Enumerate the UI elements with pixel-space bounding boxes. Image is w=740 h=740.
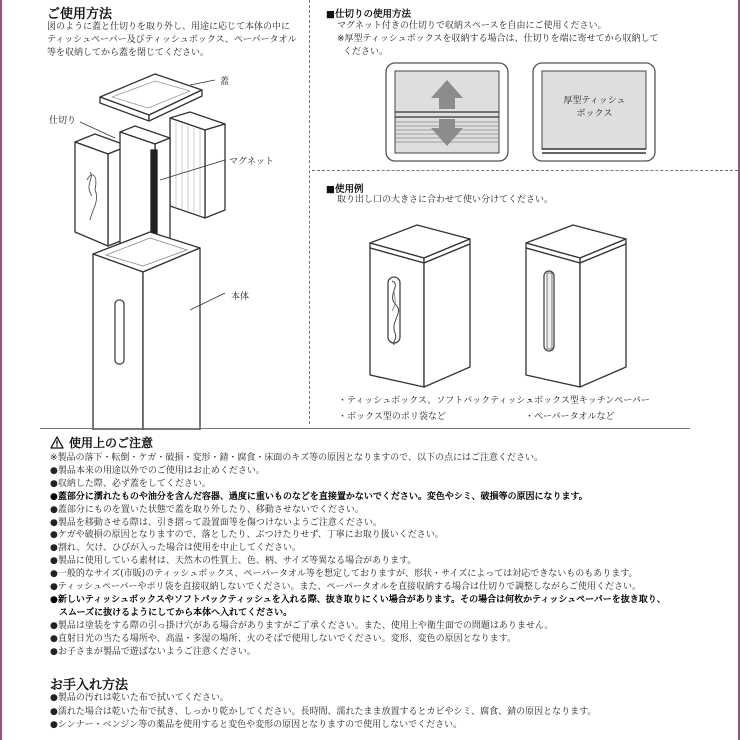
- divider-usage-title: ■仕切りの使用方法: [326, 9, 411, 20]
- how-to-use-line: ティッシュペーパー及びティッシュボックス、ペーパータオル: [47, 35, 297, 45]
- body-illustration: [93, 232, 200, 430]
- care-title: お手入れ方法: [50, 678, 129, 693]
- cautions-top-divider: [40, 428, 690, 429]
- caution-line: スムーズに抜けるようにしてから本体へ入れてください。: [50, 607, 293, 618]
- caution-line: ●新しいティッシュボックスやソフトパックティッシュを入れる際、抜き取りにくい場合があります。その場合は何枚かティッシュペーパーを抜き取り、: [50, 594, 666, 605]
- care-list: [50, 692, 596, 733]
- vertical-divider: [309, 0, 310, 424]
- usage-example-item: ・ボックス型キッチンペーパー: [525, 396, 650, 406]
- body-label: 本体: [231, 292, 250, 302]
- caution-line: ●蓋部分にものを置いた状態で蓋を取り外したり、移動させないでください。: [50, 504, 364, 515]
- usage-example-item: ・ティッシュボックス、ソフトパックティッシュ: [338, 396, 535, 406]
- divider-usage-line: ※厚型ティッシュボックスを収納する場合は、仕切りを端に寄せてから収納して: [337, 34, 659, 44]
- caution-line: ※製品の落下・転倒・ケガ・破損・変形・錆・腐食・床面のキズ等の原因となりますので、以下の点にはご注意ください。: [50, 453, 544, 463]
- caution-line: ●ケガや破損の原因となりますので、落としたり、ぶつけたりせず、丁寧にお取り扱いください。: [50, 530, 444, 541]
- cautions-list: [50, 452, 666, 659]
- care-line: ●濡れた場合は乾いた布で拭き、しっかり乾かしてください。長時間、濡れたまま放置するとカビやシミ、腐食、錆の原因となります。: [50, 706, 597, 717]
- warning-icon: [50, 436, 64, 449]
- how-to-use-title: ご使用方法: [47, 7, 113, 22]
- thick-box-label: [532, 95, 657, 121]
- caution-line: ●製品は塗装をする際の引っ掛け穴がある場合がありますがご了承ください。また、使用上や衛生面での問題はありません。: [50, 620, 554, 631]
- caution-line: ●製品を移動させる際は、引き摺って設置面等を傷つけないようご注意ください。: [50, 517, 382, 528]
- cautions-header: [50, 434, 153, 451]
- usage-example-item: ・ペーパータオルなど: [525, 412, 615, 422]
- caution-line: ●蓋部分に濡れたものや油分を含んだ容器、過度に重いものなどを直接置かないでください。変色やシミ、破損等の原因になります。: [50, 491, 588, 502]
- canister-tissue-illustration: [362, 215, 477, 390]
- product-exploded-illustration: [40, 60, 310, 430]
- divider-label: 仕切り: [49, 116, 77, 126]
- caution-line: ●収納した際、必ず蓋をしてください。: [50, 478, 211, 489]
- left-frame-line: [0, 0, 2, 740]
- divider-usage-text: [337, 20, 659, 59]
- usage-example-subtitle: 取り出し口の大きさに合わせて使い分けてください。: [337, 195, 554, 205]
- caution-line: ●一般的なサイズ(市販)のティッシュボックス、ペーパータオル等を想定しておりますが、形状・サイズによっては対応できないものもあります。: [50, 569, 638, 580]
- upper-right-divider: [312, 170, 738, 171]
- usage-example-item: ・ボックス型のポリ袋など: [338, 412, 446, 422]
- lid-label: 蓋: [220, 77, 230, 87]
- caution-line: ●製品本来の用途以外でのご使用はお止めください。: [50, 465, 265, 476]
- canister-kitchen-paper-illustration: [518, 215, 633, 390]
- how-to-use-text: [47, 21, 296, 60]
- usage-example-right-list: [525, 395, 650, 424]
- how-to-use-line: 図のように蓋と仕切りを取り外し、用途に応じて本体の中に: [47, 22, 291, 32]
- caution-line: ●ティッシュペーパーやポリ袋を直接収納しないでください。また、ペーパータオルを直接収納する場合は仕切りで調整しながらご使用ください。: [50, 582, 642, 593]
- magnet-label: マグネット: [229, 157, 274, 167]
- usage-example-left-list: [338, 395, 534, 424]
- caution-line: ●直射日光の当たる場所や、高温・多湿の場所、火のそばで使用しないでください。変形、変色の原因となります。: [50, 633, 516, 644]
- thick-box-label-line: ボックス: [576, 109, 613, 119]
- divider-usage-line: マグネット付きの仕切りで収納スペースを自由にご使用ください。: [337, 21, 607, 31]
- care-line: ●製品の汚れは乾いた布で拭いてください。: [50, 693, 229, 703]
- caution-line: ●お子さまが製品で遊ばないようご注意ください。: [50, 646, 256, 657]
- thick-box-label-line: 厚型ティッシュ: [563, 96, 626, 106]
- caution-line: ●製品に使用している素材は、天然木の性質上、色、柄、サイズ等異なる場合があります。: [50, 556, 417, 567]
- care-line: ●シンナー・ベンジン等の薬品を使用すると変色や変形の原因となりますので使用しないでください。: [50, 720, 463, 730]
- cautions-title: 使用上のご注意: [69, 436, 154, 450]
- paper-towel-illustration: [170, 112, 225, 218]
- how-to-use-line: 等を収納してから蓋を閉じてください。: [47, 48, 210, 58]
- divider-usage-line: ください。: [343, 47, 389, 57]
- divider-movable-diagram: [385, 62, 510, 162]
- caution-line: ●割れ、欠け、ひびが入った場合は使用を中止してください。: [50, 543, 302, 554]
- usage-example-title: ■使用例: [326, 184, 364, 195]
